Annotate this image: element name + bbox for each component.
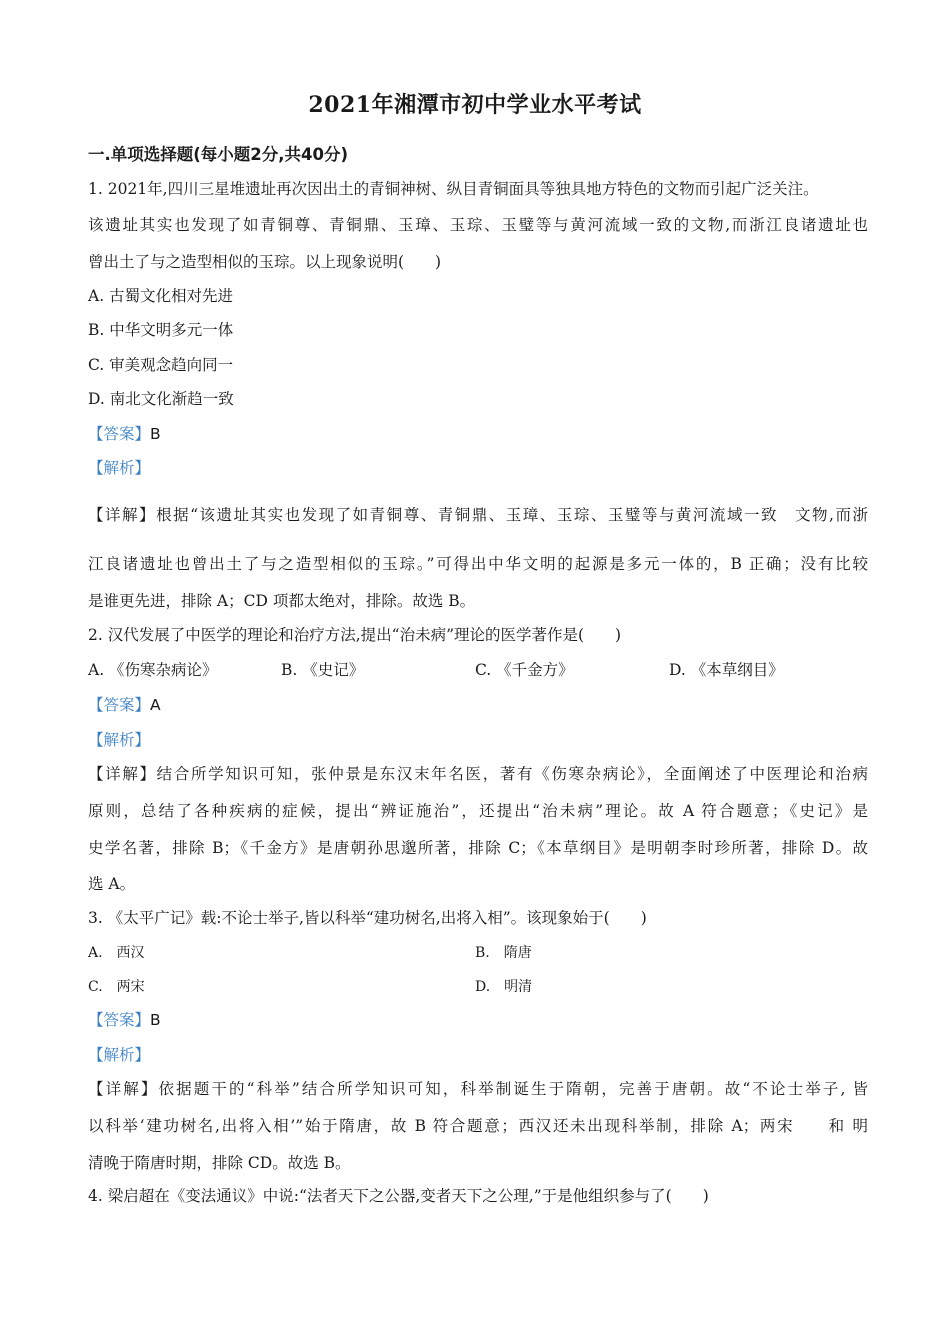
section-heading: 一.单项选择题(每小题2分,共40分) bbox=[88, 145, 349, 164]
q2-option-d: D. 《本草纲目》 bbox=[669, 661, 784, 679]
answer-tag: 【答案】 bbox=[88, 696, 151, 714]
q1-option-c: C. 审美观念趋向同一 bbox=[88, 356, 234, 374]
q2-answer bbox=[88, 693, 868, 717]
q3-detail-line-2: 以科举‘建功树名,出将入相’”始于隋唐，故 B 符合题意；西汉还未出现科举制，排除 A；两宋 和 明 bbox=[88, 1117, 868, 1135]
q1-stem-line-3: 曾出土了与之造型相似的玉琮。以上现象说明( ) bbox=[88, 253, 442, 271]
q2-option-a: A. 《伤寒杂病论》 bbox=[88, 661, 218, 679]
q3-option-a: A. 西汉 bbox=[88, 945, 145, 961]
q1-option-a: A. 古蜀文化相对先进 bbox=[88, 287, 234, 305]
detail-tag: 【详解】 bbox=[88, 506, 157, 524]
q2-detail-line-2: 原则，总结了各种疾病的症候，提出“辨证施治”，还提出“治未病”理论。故 A 符合题意；《史记》是 bbox=[88, 802, 868, 820]
answer-value: B bbox=[150, 425, 161, 443]
q3-answer bbox=[88, 1008, 868, 1032]
answer-tag: 【答案】 bbox=[88, 1011, 151, 1029]
detail-text: 依据题干的“科举”结合所学知识可知，科举制诞生于隋朝，完善于唐朝。故“不论士举子, 皆 bbox=[158, 1080, 868, 1098]
detail-text: 根据“该遗址其实也发现了如青铜尊、青铜鼎、玉璋、玉琮、玉璧等与黄河流域一致 文物,而浙 bbox=[156, 506, 868, 524]
q3-detail-line-1 bbox=[88, 1077, 868, 1101]
q1-stem-line-1: 1. 2021年,四川三星堆遗址再次因出土的青铜神树、纵目青铜面具等独具地方特色的文物而引起广泛关注。 bbox=[88, 180, 819, 198]
q1-stem-line-2: 该遗址其实也发现了如青铜尊、青铜鼎、玉璋、玉琮、玉璧等与黄河流域一致的文物,而浙江良诸遗址也 bbox=[88, 216, 868, 234]
q1-detail-line-1 bbox=[88, 503, 868, 527]
answer-value: A bbox=[150, 696, 161, 714]
q2-detail-line-3: 史学名著，排除 B；《千金方》是唐朝孙思邈所著，排除 C；《本草纲目》是明朝李时珍所著，排除 D。故 bbox=[88, 839, 868, 857]
detail-tag: 【详解】 bbox=[88, 765, 157, 783]
q3-detail-line-3: 清晚于隋唐时期，排除 CD。故选 B。 bbox=[88, 1154, 351, 1172]
q2-detail-line-1 bbox=[88, 762, 868, 786]
answer-tag: 【答案】 bbox=[88, 425, 151, 443]
q2-detail-line-4: 选 A。 bbox=[88, 875, 136, 893]
q2-option-b: B. 《史记》 bbox=[281, 661, 365, 679]
q1-answer bbox=[88, 422, 868, 446]
q1-analysis-tag: 【解析】 bbox=[88, 459, 151, 477]
q1-option-d: D. 南北文化渐趋一致 bbox=[88, 390, 234, 408]
q3-analysis-tag: 【解析】 bbox=[88, 1046, 151, 1064]
q3-option-b: B. 隋唐 bbox=[475, 945, 532, 961]
q1-detail-line-2: 江良诸遗址也曾出土了与之造型相似的玉琮。”可得出中华文明的起源是多元一体的，B 正确；没有比较 bbox=[88, 555, 868, 573]
q1-option-b: B. 中华文明多元一体 bbox=[88, 321, 234, 339]
page-title: 2021年湘潭市初中学业水平考试 bbox=[308, 92, 642, 118]
q4-stem: 4. 梁启超在《变法通议》中说:“法者天下之公器,变者天下之公理,”于是他组织参与了( ) bbox=[88, 1187, 709, 1205]
q1-detail-line-3: 是谁更先进，排除 A；CD 项都太绝对，排除。故选 B。 bbox=[88, 592, 476, 610]
q3-option-d: D. 明清 bbox=[475, 979, 533, 995]
q3-option-c: C. 两宋 bbox=[88, 979, 145, 995]
q3-stem: 3. 《太平广记》载:不论士举子,皆以科举“建功树名,出将入相”。该现象始于( ) bbox=[88, 909, 647, 927]
q2-option-c: C. 《千金方》 bbox=[475, 661, 574, 679]
q2-analysis-tag: 【解析】 bbox=[88, 731, 151, 749]
detail-tag: 【详解】 bbox=[88, 1080, 159, 1098]
q2-stem: 2. 汉代发展了中医学的理论和治疗方法,提出“治未病”理论的医学著作是( ) bbox=[88, 626, 622, 644]
answer-value: B bbox=[150, 1011, 161, 1029]
detail-text: 结合所学知识可知，张仲景是东汉末年名医，著有《伤寒杂病论》，全面阐述了中医理论和治病 bbox=[156, 765, 868, 783]
